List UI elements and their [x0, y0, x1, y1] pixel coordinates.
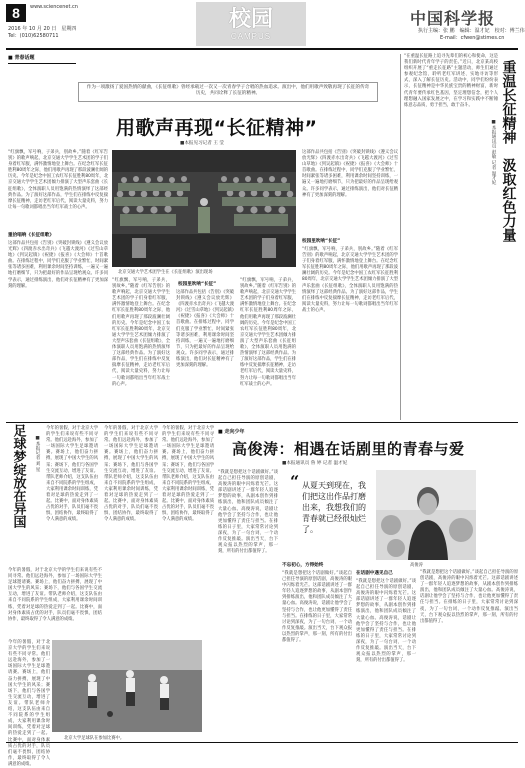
choir-photo	[112, 150, 296, 267]
article1-subhead2-right: 校园里吹响“长征”	[302, 239, 341, 244]
telephone: Tel：(010)62580711	[8, 33, 59, 39]
article4-body-col2: “我就是想把这个话剧做好。”谈起自己担任导演的原创话剧，高俊涛的眼中闪烁着光芒。这部话剧讲述了一群年轻人追逐梦想的故事，从剧本创作到排练演出，他和团队成员倾注了大量心血。高俊涛说，话剧让他学会了坚持与合作，也让他更加懂得了责任与担当。在排练的日子里，大家常常讨论到深夜，为了一句台词、一个动作反复推敲。演出当天，台下观众报以热烈的掌声，那一刻，所有的付出都值得了。	[282, 571, 352, 644]
section-subtitle: CAMPUS	[230, 32, 272, 41]
article4-body-col1: “我就是想把这个话剧做好。”谈起自己担任导演的原创话剧，高俊涛的眼中闪烁着光芒。这部话剧讲述了一群年轻人追逐梦想的故事，从剧本创作到排练演出，他和团队成员倾注了大量心血。高俊涛说，话剧让他学会了坚持与合作，也让他更加懂得了责任与担当。在排练的日子里，大家常常讨论到深夜，为了一句台词、一个动作反复推敲。演出当天，台下观众报以热烈的掌声，那一刻，所有的付出都值得了。	[218, 470, 278, 555]
article4-byline: ■本报通讯员 鲁 婷 记者 温才妃	[282, 461, 348, 466]
article3-body-col2: 今年的暑假，对于北京大学的学生们来说有些不同寻常。他们远赴海外，参加了一场国际大学生足球邀请赛。赛场上，他们奋力拼搏，展现了中国大学生的风采；赛场下，他们与各国学生交流互动，增进了友谊。带队老师介绍，这支队伍由来自不同院系的学生组成，大家利用课余时间训练，凭着对足球的热爱走到了一起。比赛中，面对身体素质占优的对手，队员们毫不畏惧，团结协作，最终取得了令人满意的成绩。	[104, 426, 158, 523]
website-url: www.sciencenet.cn	[30, 4, 78, 10]
article2-vertical-headline: 重温长征精神 汲取红色力量	[500, 60, 517, 242]
football-photo-art	[52, 640, 202, 732]
article4-pull-quote: 从夏天到现在，我们把这出作品打磨出来，我想我们的青春就已经很灿烂了。	[302, 481, 366, 534]
email-line: E-mail：cfwen@stimes.cn	[440, 35, 505, 41]
football-photo	[52, 640, 202, 732]
intro-box	[78, 82, 378, 102]
quote-mark: “	[290, 472, 300, 491]
footer-rule	[6, 742, 518, 743]
article4-subhead2: 在话剧中遇见自己	[356, 571, 393, 576]
editors-line: 执行主编：张 鹏 编辑：温才妃 校对：傅兰伟	[418, 28, 525, 34]
article3-vertical-headline: 足球梦绽放在异国	[10, 424, 26, 528]
article4-subhead1: 不忘初心，方得始终	[282, 563, 324, 568]
column-tag-text: 青春话题	[14, 55, 35, 61]
page-number: 8	[6, 4, 26, 22]
article1-subhead1: 重拾唱响《长征组歌》	[8, 233, 54, 238]
article3-body-col1: 今年的暑假，对于北京大学的学生们来说有些不同寻常。他们远赴海外，参加了一场国际大学生足球邀请赛。赛场上，他们奋力拼搏，展现了中国大学生的风采；赛场下，他们与各国学生交流互动，增进了友谊。带队老师介绍，这支队伍由来自不同院系的学生组成，大家利用课余时间训练，凭着对足球的热爱走到了一起。比赛中，面对身体素质占优的对手，队员们毫不畏惧，团结协作，最终取得了令人满意的成绩。	[46, 426, 98, 523]
portrait-photo-art	[376, 470, 476, 560]
article1-body-col1: “红旗飘，军号响，子弟兵，别故乡。”随着《红军告别》的歌声响起，北京交通大学学生艺术团的学子们身着红军服，满怀激情地登上舞台。在纪念红军长征胜利80周年之际，他们用歌声再现了那段波澜壮阔的历史。今年是纪念中国工农红军长征胜利80周年，北京交通大学学生艺术团倾力排演了大型声乐套曲《长征组歌》，全体演职人员用饱满的热情演绎了这部经典作品。为了演好这部作品，学生们在排练中反复揣摩长征精神，走访老红军后代，阅读大量史料，努力让每一句歌词都唱出当年红军战士的心声。	[8, 150, 108, 210]
portrait-photo	[376, 470, 476, 560]
column-tag-youth: ■ 走向少年	[218, 429, 245, 435]
article1-body-col5: 这部作品共包括《告别》《突破封锁线》《遵义会议放光辉》《四渡赤水出奇兵》《飞越大渡河》《过雪山草地》《到吴起镇》《祝捷》《报喜》《大会师》十首歌曲。在排练过程中，同学们克服了学业繁忙、时间紧张等诸多困难，利用课余时间坚持训练，一遍又一遍地打磨细节，只为把最好的作品呈现给观众。许多同学表示，通过排练演出，他们对长征精神有了更加深刻的理解。	[302, 150, 398, 198]
section-header	[196, 2, 306, 46]
article1-headline: 用歌声再现“长征精神”	[116, 117, 318, 139]
article1-body-col4: “红旗飘，军号响，子弟兵，别故乡。”随着《红军告别》的歌声响起，北京交通大学学生艺术团的学子们身着红军服，满怀激情地登上舞台。在纪念红军长征胜利80周年之际，他们用歌声再现了那段波澜壮阔的历史。今年是纪念中国工农红军长征胜利80周年，北京交通大学学生艺术团倾力排演了大型声乐套曲《长征组歌》，全体演职人员用饱满的热情演绎了这部经典作品。为了演好这部作品，学生们在排练中反复揣摩长征精神，走访老红军后代，阅读大量史料，努力让每一句歌词都唱出当年红军战士的心声。	[240, 278, 296, 387]
article1-subhead2: 校园里吹响“长征”	[178, 282, 217, 287]
section-title: 校园	[228, 6, 273, 32]
newspaper-brand: 中国科学报	[410, 9, 496, 28]
article2-byline: ■本报通讯员 赵敏 记者 温才妃	[491, 120, 496, 185]
date-line: 2016 年 10 月 20 日 星期四	[8, 26, 77, 32]
article2-body: “在重温长征路上追寻先辈们的初心和使命，这是我们新时代青年学子的责任。”近日，北京某高校组织开展了“重走长征路”主题活动，师生们通过参观纪念馆、聆听老红军讲述、实地寻访等形式，深入了解长征历史。活动中，同学们纷纷表示，长征精神是中华民族宝贵的精神财富，新时代青年要传承红色基因，坚定理想信念，把个人理想融入国家发展之中，在学习和实践中不断锤炼意志品质，勇于担当，敢于奋斗。	[404, 54, 498, 108]
column-tag-youth-topic: ■ 青春话题	[8, 55, 35, 61]
tag-underline	[8, 63, 76, 64]
horizontal-rule-mid	[6, 422, 518, 423]
article3-body-col3: 今年的暑假，对于北京大学的学生们来说有些不同寻常。他们远赴海外，参加了一场国际大学生足球邀请赛。赛场上，他们奋力拼搏，展现了中国大学生的风采；赛场下，他们与各国学生交流互动，增进了友谊。带队老师介绍，这支队伍由来自不同院系的学生组成，大家利用课余时间训练，凭着对足球的热爱走到了一起。比赛中，面对身体素质占优的对手，队员们毫不畏惧，团结协作，最终取得了令人满意的成绩。	[162, 426, 214, 523]
column-tag-youth-text: 走向少年	[224, 429, 245, 435]
article1-body-col1b: 这部作品共包括《告别》《突破封锁线》《遵义会议放光辉》《四渡赤水出奇兵》《飞越大渡河》《过雪山草地》《到吴起镇》《祝捷》《报喜》《大会师》十首歌曲。在排练过程中，同学们克服了学业繁忙、时间紧张等诸多困难，利用课余时间坚持训练，一遍又一遍地打磨细节，只为把最好的作品呈现给观众。许多同学表示，通过排练演出，他们对长征精神有了更加深刻的理解。	[8, 241, 108, 289]
masthead-rule	[6, 48, 518, 50]
column-divider-right	[400, 54, 401, 420]
article4-body-col3: “我就是想把这个话剧做好。”谈起自己担任导演的原创话剧，高俊涛的眼中闪烁着光芒。这部话剧讲述了一群年轻人追逐梦想的故事，从剧本创作到排练演出，他和团队成员倾注了大量心血。高俊涛说，话剧让他学会了坚持与合作，也让他更加懂得了责任与担当。在排练的日子里，大家常常讨论到深夜，为了一句台词、一个动作反复推敲。演出当天，台下观众报以热烈的掌声，那一刻，所有的付出都值得了。	[356, 579, 416, 664]
article3-body-col4: 今年的暑假，对于北京大学的学生们来说有些不同寻常。他们远赴海外，参加了一场国际大学生足球邀请赛。赛场上，他们奋力拼搏，展现了中国大学生的风采；赛场下，他们与各国学生交流互动，增进了友谊。带队老师介绍，这支队伍由来自不同院系的学生组成，大家利用课余时间训练，凭着对足球的热爱走到了一起。比赛中，面对身体素质占优的对手，队员们毫不畏惧，团结协作，最终取得了令人满意的成绩。	[8, 568, 102, 622]
intro-text: 作为一项激扬了爱国热情的献曲，《长征组歌》曾经承载过一次又一次青春学子合唱的热血追求。演出中，他们用歌声致敬再现了长征的传奇历史，共同诠释了长征的精神。	[86, 85, 370, 97]
portrait-caption: 高俊涛	[410, 563, 423, 568]
article1-byline: ■本报见习记者 王 莹	[180, 141, 225, 146]
choir-photo-caption: 北京交通大学艺术团学生在《长征组歌》演出现场	[118, 270, 213, 275]
choir-photo-art	[112, 150, 296, 267]
article4-body-col4: “我就是想把这个话剧做好。”谈起自己担任导演的原创话剧，高俊涛的眼中闪烁着光芒。这部话剧讲述了一群年轻人追逐梦想的故事，从剧本创作到排练演出，他和团队成员倾注了大量心血。高俊涛说，话剧让他学会了坚持与合作，也让他更加懂得了责任与担当。在排练的日子里，大家常常讨论到深夜，为了一句台词、一个动作反复推敲。演出当天，台下观众报以热烈的掌声，那一刻，所有的付出都值得了。	[420, 570, 518, 624]
article1-body-col3: 这部作品共包括《告别》《突破封锁线》《遵义会议放光辉》《四渡赤水出奇兵》《飞越大渡河》《过雪山草地》《到吴起镇》《祝捷》《报喜》《大会师》十首歌曲。在排练过程中，同学们克服了学业繁忙、时间紧张等诸多困难，利用课余时间坚持训练，一遍又一遍地打磨细节，只为把最好的作品呈现给观众。许多同学表示，通过排练演出，他们对长征精神有了更加深刻的理解。	[176, 290, 235, 369]
article1-body-col6: “红旗飘，军号响，子弟兵，别故乡。”随着《红军告别》的歌声响起，北京交通大学学生艺术团的学子们身着红军服，满怀激情地登上舞台。在纪念红军长征胜利80周年之际，他们用歌声再现了那段波澜壮阔的历史。今年是纪念中国工农红军长征胜利80周年，北京交通大学学生艺术团倾力排演了大型声乐套曲《长征组歌》，全体演职人员用饱满的热情演绎了这部经典作品。为了演好这部作品，学生们在排练中反复揣摩长征精神，走访老红军后代，阅读大量史料，努力让每一句歌词都唱出当年红军战士的心声。	[302, 247, 398, 313]
football-photo-caption: 北京大学足球队在参加比赛中。	[64, 736, 125, 741]
article3-body-col5: 今年的暑假，对于北京大学的学生们来说有些不同寻常。他们远赴海外，参加了一场国际大学生足球邀请赛。赛场上，他们奋力拼搏，展现了中国大学生的风采；赛场下，他们与各国学生交流互动，增进了友谊。带队老师介绍，这支队伍由来自不同院系的学生组成，大家利用课余时间训练，凭着对足球的热爱走到了一起。比赛中，面对身体素质占优的对手，队员们毫不畏惧，团结协作，最终取得了令人满意的成绩。	[8, 640, 50, 767]
article4-headline: 高俊涛：相遇在话剧里的青春与爱	[232, 440, 465, 458]
article3-byline: ■本报记者 刘 星	[35, 436, 40, 472]
article1-body-col2: “红旗飘，军号响，子弟兵，别故乡。”随着《红军告别》的歌声响起，北京交通大学学生艺术团的学子们身着红军服，满怀激情地登上舞台。在纪念红军长征胜利80周年之际，他们用歌声再现了那段波澜壮阔的历史。今年是纪念中国工农红军长征胜利80周年，北京交通大学学生艺术团倾力排演了大型声乐套曲《长征组歌》，全体演职人员用饱满的热情演绎了这部经典作品。为了演好这部作品，学生们在排练中反复揣摩长征精神，走访老红军后代，阅读大量史料，努力让每一句歌词都唱出当年红军战士的心声。	[112, 278, 171, 387]
